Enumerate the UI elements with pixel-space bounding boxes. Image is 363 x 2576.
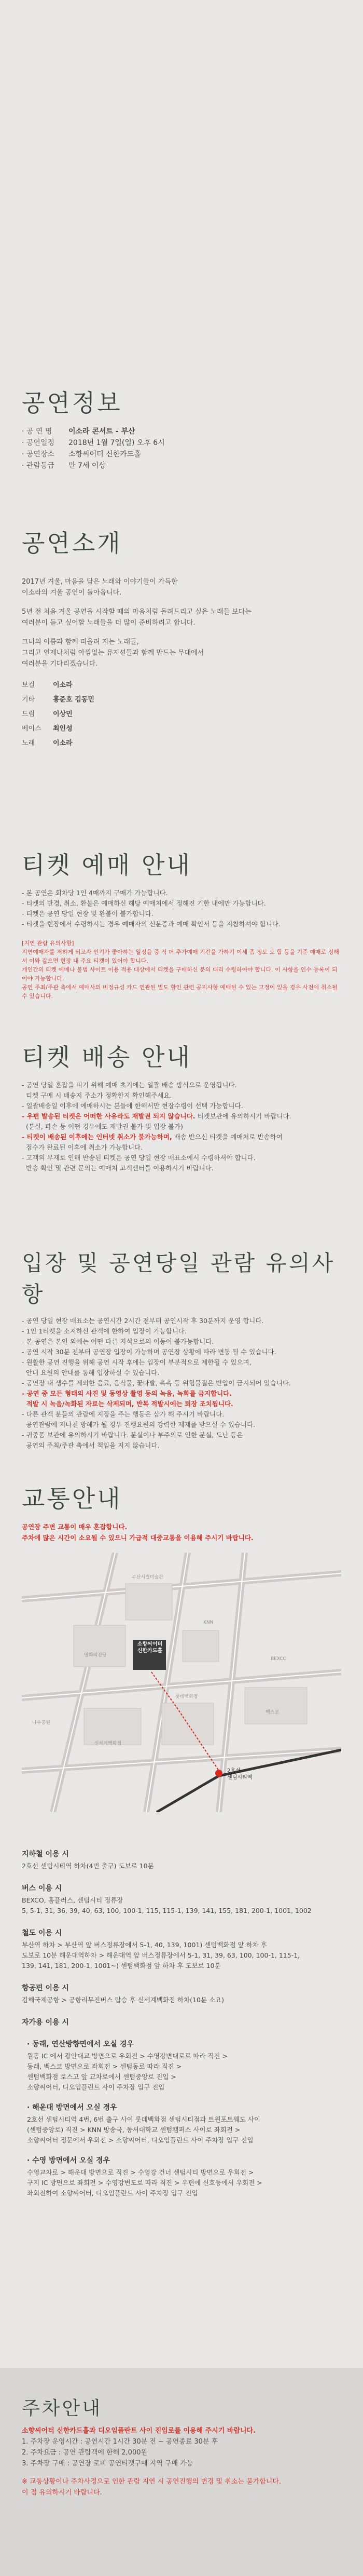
delivery-item-text: - 우편 발송된 티켓은 어떠한 사유라도 재발권 되지 않습니다.	[22, 1112, 196, 1120]
caution-item: - 다른 관객 분들의 관람에 지장을 주는 행동은 삼가 해 주시기 바랍니다.	[22, 1410, 225, 1418]
car-route-line: 좌회전하여 소향씨어터, 디오임플란트 사이 주차장 입구 진입	[27, 2189, 198, 2197]
transport-block-line: 5, 5-1, 31, 36, 39, 40, 63, 100, 100-1, 115, 115-1, 139, 141, 155, 181, 200-1, 1001, 1002	[22, 1907, 312, 1914]
car-route-head: · 수영 방면에서 오실 경우	[27, 2156, 110, 2165]
ticket-item: - 티켓을 현장에서 수령하시는 경우 예매자의 신분증과 예매 확인서 등을 지참하셔야 합니다.	[22, 920, 281, 928]
delivery-item	[22, 1080, 341, 1090]
delivery-item	[22, 1142, 341, 1153]
ticket-item: - 티켓은 공연 당일 현장 및 환불이 불가합니다.	[22, 910, 153, 918]
car-route-line: 수영교차로 > 해운대 방면으로 직진 > 수영강 건너 센텀시티 방면으로 우회전 >	[27, 2168, 254, 2176]
transport-block-line: 2호선 센텀시티역 하차(4번 출구) 도보로 10분	[22, 1862, 154, 1870]
caution-item: 공연의 주최/주관 측에서 책임을 지지 않습니다.	[22, 1441, 160, 1449]
intro-paragraphs	[22, 576, 341, 669]
info-value: 이소라 콘서트 - 부산	[68, 427, 135, 436]
delivery-item-text: - 고객의 부재로 인해 반송된 티켓은 공연 당일 현장 매표소에서 수령하셔야 합니다.	[22, 1154, 256, 1162]
ticket-item: - 티켓의 반경, 취소, 환불은 예매하신 해당 예매처에서 정해진 기한 내에만 가능합니다.	[22, 899, 266, 907]
transport-block	[22, 1849, 341, 1871]
parking-highlight: 소향씨어터 신한카드홀과 디오임플란트 사이 진입로를 이용해 주시기 바랍니다.	[22, 2427, 256, 2435]
cast-role: 보컬	[22, 681, 35, 689]
transport-section	[22, 1480, 341, 1543]
transport-block-list	[22, 1849, 341, 2027]
info-label: · 공연장소	[22, 450, 54, 458]
cast-row	[22, 709, 341, 720]
cast-list	[22, 680, 341, 749]
cast-role: 베이스	[22, 725, 41, 733]
delivery-item	[22, 1090, 341, 1101]
map-label-lotte: 롯데백화점	[175, 1694, 198, 1700]
transport-blocks	[22, 1849, 341, 2208]
delivery-item	[22, 1122, 341, 1132]
cast-row	[22, 738, 341, 749]
map-label-knn: KNN	[203, 1620, 214, 1625]
transport-notice-2: 주차에 많은 시간이 소요될 수 있으니 가급적 대중교통을 이용해 주시기 바랍니다.	[22, 1534, 254, 1542]
ticket-note: 지연예매자를 저하게 되고자 인기가 좋아하는 일정을 중 적 더 추가예매 기간을 가하기 이세 좀 정도 도 합 등을 기준 예매로 정해서 이와 같으면 현장 내 주요 티켓이 있어야 합니다.	[22, 949, 339, 964]
transport-notice	[22, 1521, 341, 1543]
transport-block-line: 부산역 하차 > 부산역 앞 버스정류장에서 5-1, 40, 139, 1001) 센텀백화점 앞 하차 후	[22, 1941, 267, 1949]
parking-lines	[22, 2436, 341, 2469]
parking-band	[0, 2368, 363, 2576]
header-blank	[0, 0, 363, 374]
delivery-item	[22, 1101, 341, 1111]
caution-list	[22, 1316, 341, 1451]
ticket-item: - 본 공연은 회차당 1인 4매까지 구매가 가능합니다.	[22, 889, 168, 897]
car-route-line: 동래, 벡스코 방면으로 좌회전 > 센텀동로 따라 직진 >	[27, 2062, 182, 2070]
ticket-title: 티켓 예매 안내	[22, 851, 192, 879]
car-route	[27, 2155, 341, 2199]
transport-block	[22, 2017, 341, 2027]
delivery-item-text: 티켓 구매 시 배송지 주소가 정확한지 확인해주세요.	[22, 1091, 172, 1099]
parking-line: 1. 주차장 운영시간 : 공연시간 1시간 30분 전 ~ 공연종료 30분 후	[22, 2438, 218, 2446]
transport-notice-1: 공연장 주변 교통이 매우 혼잡합니다.	[22, 1523, 128, 1531]
transport-block-line: 139, 141, 181, 200-1, 1001~) 센텀백화점 앞 하차 후 도보로 10분	[22, 1962, 221, 1970]
parking-line: 3. 주차장 구매 : 공연장 로비 공연티켓구매 지역 구매 가능	[22, 2460, 193, 2467]
ticket-list	[22, 888, 341, 929]
parking-note: 이 점 유의하시기 바랍니다.	[22, 2489, 102, 2497]
transport-block-line: BEXCO, 홈플러스, 센텀시티 정류장	[22, 1896, 123, 1904]
caution-title: 입장 및 공연당일 관람 유의사항	[22, 1250, 336, 1307]
info-label: · 관람등급	[22, 462, 54, 470]
car-route	[27, 2039, 341, 2093]
station-marker	[215, 1770, 222, 1777]
caution-item: - 공연장 내 생수를 제외한 음료, 음식물, 꽃다발, 촉촉 등 위험물질은 반입이 금지되어 있습니다.	[22, 1379, 291, 1387]
delivery-item-text: (분실, 파손 등 어떤 경우에도 재발권 불가 및 입장 불가)	[22, 1123, 184, 1130]
caution-item: 안내 요원의 안내를 통해 입장하실 수 있습니다.	[22, 1369, 160, 1377]
info-value: 만 7세 이상	[68, 462, 106, 470]
intro-paragraph: 그녀의 이름과 함께 떠올려 지는 노래들, 그리고 언제나처럼 아낌없는 뮤지션들과 함께 만드는 무대에서 여러분을 기다리겠습니다.	[22, 638, 204, 668]
caution-item: - 본 공연은 본인 외에는 어떤 다른 지석으로의 이동이 불가능합니다.	[22, 1338, 214, 1345]
intro-paragraph: 2017년 겨울, 마음을 담은 노래와 이야기들이 가득한 이소라의 겨울 공연이 돌아옵니다.	[22, 578, 178, 597]
caution-item: - 공연 중 모든 형태의 사진 및 동영상 촬영 등의 녹음, 녹화를 금지합니다.	[22, 1390, 232, 1397]
cast-row	[22, 680, 341, 691]
info-value: 소향씨어터 신한카드홀	[68, 450, 141, 458]
delivery-item-text: - 티켓이 배송된 이후에는 인터넷 취소가 불가능하며,	[22, 1133, 172, 1141]
info-row	[22, 426, 341, 437]
delivery-item-text: - 일괄배송일 이후에 예매하시는 분들에 한해서만 현장수령이 선택 가능합니다.	[22, 1102, 243, 1110]
info-rows	[22, 426, 341, 471]
delivery-section	[22, 1039, 341, 1174]
transport-block	[22, 1982, 341, 2005]
cast-role: 드럼	[22, 710, 35, 718]
info-row	[22, 460, 341, 471]
cast-role: 기타	[22, 696, 35, 704]
caution-item: - 공연 당일 현장 매표소는 공연시간 2시간 전부터 공연시작 후 30분까지 운영 합니다.	[22, 1317, 264, 1325]
transport-block-head: 철도 이용 시	[22, 1929, 62, 1937]
info-section	[22, 384, 341, 471]
parking-note: ※ 교통상황이나 주차사정으로 인한 관람 지연 시 공연진행의 변경 및 취소는 불가합니다.	[22, 2478, 282, 2486]
caution-item: - 공연 시작 30분 전부터 공연장 입장이 가능하며 공연장 상황에 따라 변동 될 수 있습니다.	[22, 1348, 276, 1356]
cast-row	[22, 694, 341, 706]
caution-item: - 1인 1티켓을 소지하신 관객에 한하여 입장이 가능합니다.	[22, 1327, 187, 1335]
transport-block-head: 항공편 이용 시	[22, 1984, 69, 1992]
map-label-bexco: BEXCO	[271, 1656, 287, 1662]
delivery-item	[22, 1111, 341, 1122]
car-route-head: · 해운대 방면에서 오실 경우	[27, 2103, 117, 2112]
car-route-head: · 동래, 연산방향면에서 오실 경우	[27, 2040, 134, 2048]
delivery-item-text: - 공연 당일 혼잡을 피기 위해 예매 초기에는 일괄 배송 방식으로 운영됩니다.	[22, 1081, 237, 1089]
ticket-note: 개인간의 티켓 예매나 불법 사이트 이용 적용 대상에서 티켓을 구매하신 분의 대리 수령하여야 합니다. 이 사항을 인수 등록이 되어야 가능합니다.	[22, 966, 338, 982]
delivery-list	[22, 1080, 341, 1174]
info-row	[22, 449, 341, 460]
intro-paragraph: 5년 전 처음 겨울 공연을 시작할 때의 마음처럼 돌려드리고 싶은 노래들 보다는 여러분이 듣고 싶어할 노래들을 더 많이 준비하려고 합니다.	[22, 608, 252, 627]
transport-block-head: 버스 이용 시	[22, 1884, 62, 1893]
station-label: 2호선 센텀시티역	[227, 1768, 253, 1781]
car-route-line: 소향씨어터, 디오임플린트 사이 주차장 입구 진입	[27, 2083, 165, 2091]
transport-block-line: 도보로 10분 해운대역하차 > 해운대역 앞 버스정류장에서 5-1, 31, 39, 63, 100, 100-1, 115-1,	[22, 1951, 300, 1959]
delivery-item-tail: 티켓보관에 유의하시기 바랍니다.	[195, 1112, 291, 1120]
transport-block-head: 자가용 이용 시	[22, 2018, 69, 2027]
map-label-cinema: 영화의전당	[84, 1653, 107, 1658]
info-label: · 공 연 명	[22, 427, 52, 436]
parking-notes	[22, 2476, 341, 2498]
delivery-title: 티켓 배송 안내	[22, 1043, 192, 1071]
caution-section	[22, 1246, 341, 1451]
car-route-line: 2호선 센텀시티역 4번, 6번 출구 사이 롯데백화점 센텀시티점과 트윈포트웨도 사이	[27, 2115, 260, 2123]
transport-block-head: 지하철 이용 시	[22, 1850, 69, 1858]
parking-title: 주차안내	[22, 2398, 103, 2419]
delivery-item-tail: 배송 받으신 티켓을 예매처로 반송하여	[172, 1133, 283, 1141]
transport-title: 교통안내	[22, 1485, 122, 1513]
cast-name: 이소라	[53, 739, 73, 747]
info-row	[22, 437, 341, 449]
caution-item: - 원활한 공연 진행을 위해 공연 시작 후에는 입장이 부분적으로 제한될 수 있으며,	[22, 1358, 252, 1366]
cast-name: 최인성	[53, 725, 73, 733]
map-label-museum: 부산시립미술관	[132, 1575, 163, 1580]
delivery-item	[22, 1132, 341, 1142]
venue-label: 소향씨어터 신한카드홀	[137, 1641, 163, 1654]
map-label-shinsegae: 신세계백화점	[94, 1741, 122, 1746]
delivery-item	[22, 1163, 341, 1174]
cast-row	[22, 723, 341, 735]
cast-role: 노래	[22, 739, 35, 747]
cast-name: 홍준호 김동민	[53, 696, 94, 704]
parking-line: 2. 주차요금 : 공연 관람객에 한해 2,000원	[22, 2449, 148, 2457]
ticket-note: [지연 관람 유의사항]	[22, 940, 74, 947]
cast-name: 이소라	[53, 681, 73, 689]
info-value: 2018년 1월 7일(일) 오후 6시	[68, 439, 165, 447]
map-label-bexco-kr: 벡스코	[266, 1710, 280, 1715]
intro-title: 공연소개	[22, 529, 122, 557]
info-title: 공연정보	[22, 389, 122, 417]
ticket-note: 공연 주최/주관 측에서 예매사의 비정규성 카드 연관된 별도 할인 관련 공지사항 예매된 수 있는 고정이 있을 경우 사전에 취소될 수 있습니다.	[22, 984, 338, 1000]
transport-block	[22, 1927, 341, 1971]
car-route-line: 센텀백화점 로스고 앞 교차로에서 센텀중앙로 진입 >	[27, 2073, 176, 2081]
car-route-line: 구지 IC 방면으로 좌회전 > 수영강변도로 따라 직진 > 우편에 신호등에서 우회전 >	[27, 2179, 262, 2187]
car-route-list	[22, 2039, 341, 2199]
info-label: · 공연일정	[22, 439, 54, 447]
delivery-item	[22, 1153, 341, 1163]
ticket-notes	[22, 939, 341, 1001]
ticket-section	[22, 846, 341, 1001]
map-label-park: 나루공원	[32, 1720, 50, 1725]
parking-section	[22, 2394, 341, 2498]
venue-map	[22, 1553, 341, 1812]
car-route-line: (센텀중앙로) 직진 > KNN 방송국, 동서대학교 센텀캠퍼스 사이로 좌회전 >	[27, 2126, 241, 2134]
car-route-line: 원동 IC 에서 광안대교 방면으로 우회전 > 수영강변대로로 따라 직진 >	[27, 2052, 228, 2060]
car-route	[27, 2102, 341, 2146]
caution-item: 공연관람에 지나친 방해가 될 경우 진행요원의 강력한 제재를 받으실 수 있습니다.	[22, 1421, 256, 1428]
caution-item: - 귀중품 보관에 유의하시기 바랍니다. 분실이나 부주의로 인한 분실, 도난 등은	[22, 1431, 243, 1439]
delivery-item-text: 반송 확인 및 관련 문의는 예매처 고객센터를 이용하시기 바랍니다.	[22, 1164, 214, 1172]
transport-block	[22, 1883, 341, 1916]
map-graphic	[22, 1553, 341, 1812]
cast-name: 이상민	[53, 710, 73, 718]
transport-block-line: 김해국제공항 > 공항리무진버스 탑승 후 신세계백화점 하차(10분 소요)	[22, 1996, 224, 2004]
intro-section	[22, 524, 341, 752]
caution-item: 적발 시 녹음/녹화된 자료는 삭제되며, 반복 적발시에는 퇴장 조치됩니다.	[22, 1400, 233, 1408]
delivery-item-text: 접수가 완료된 이후에 취소가 가능합니다.	[22, 1143, 143, 1151]
car-route-line: 소향씨어터 정문에서 우회전 > 소향씨어터, 디오임플린트 사이 주차장 입구 진입	[27, 2136, 254, 2144]
